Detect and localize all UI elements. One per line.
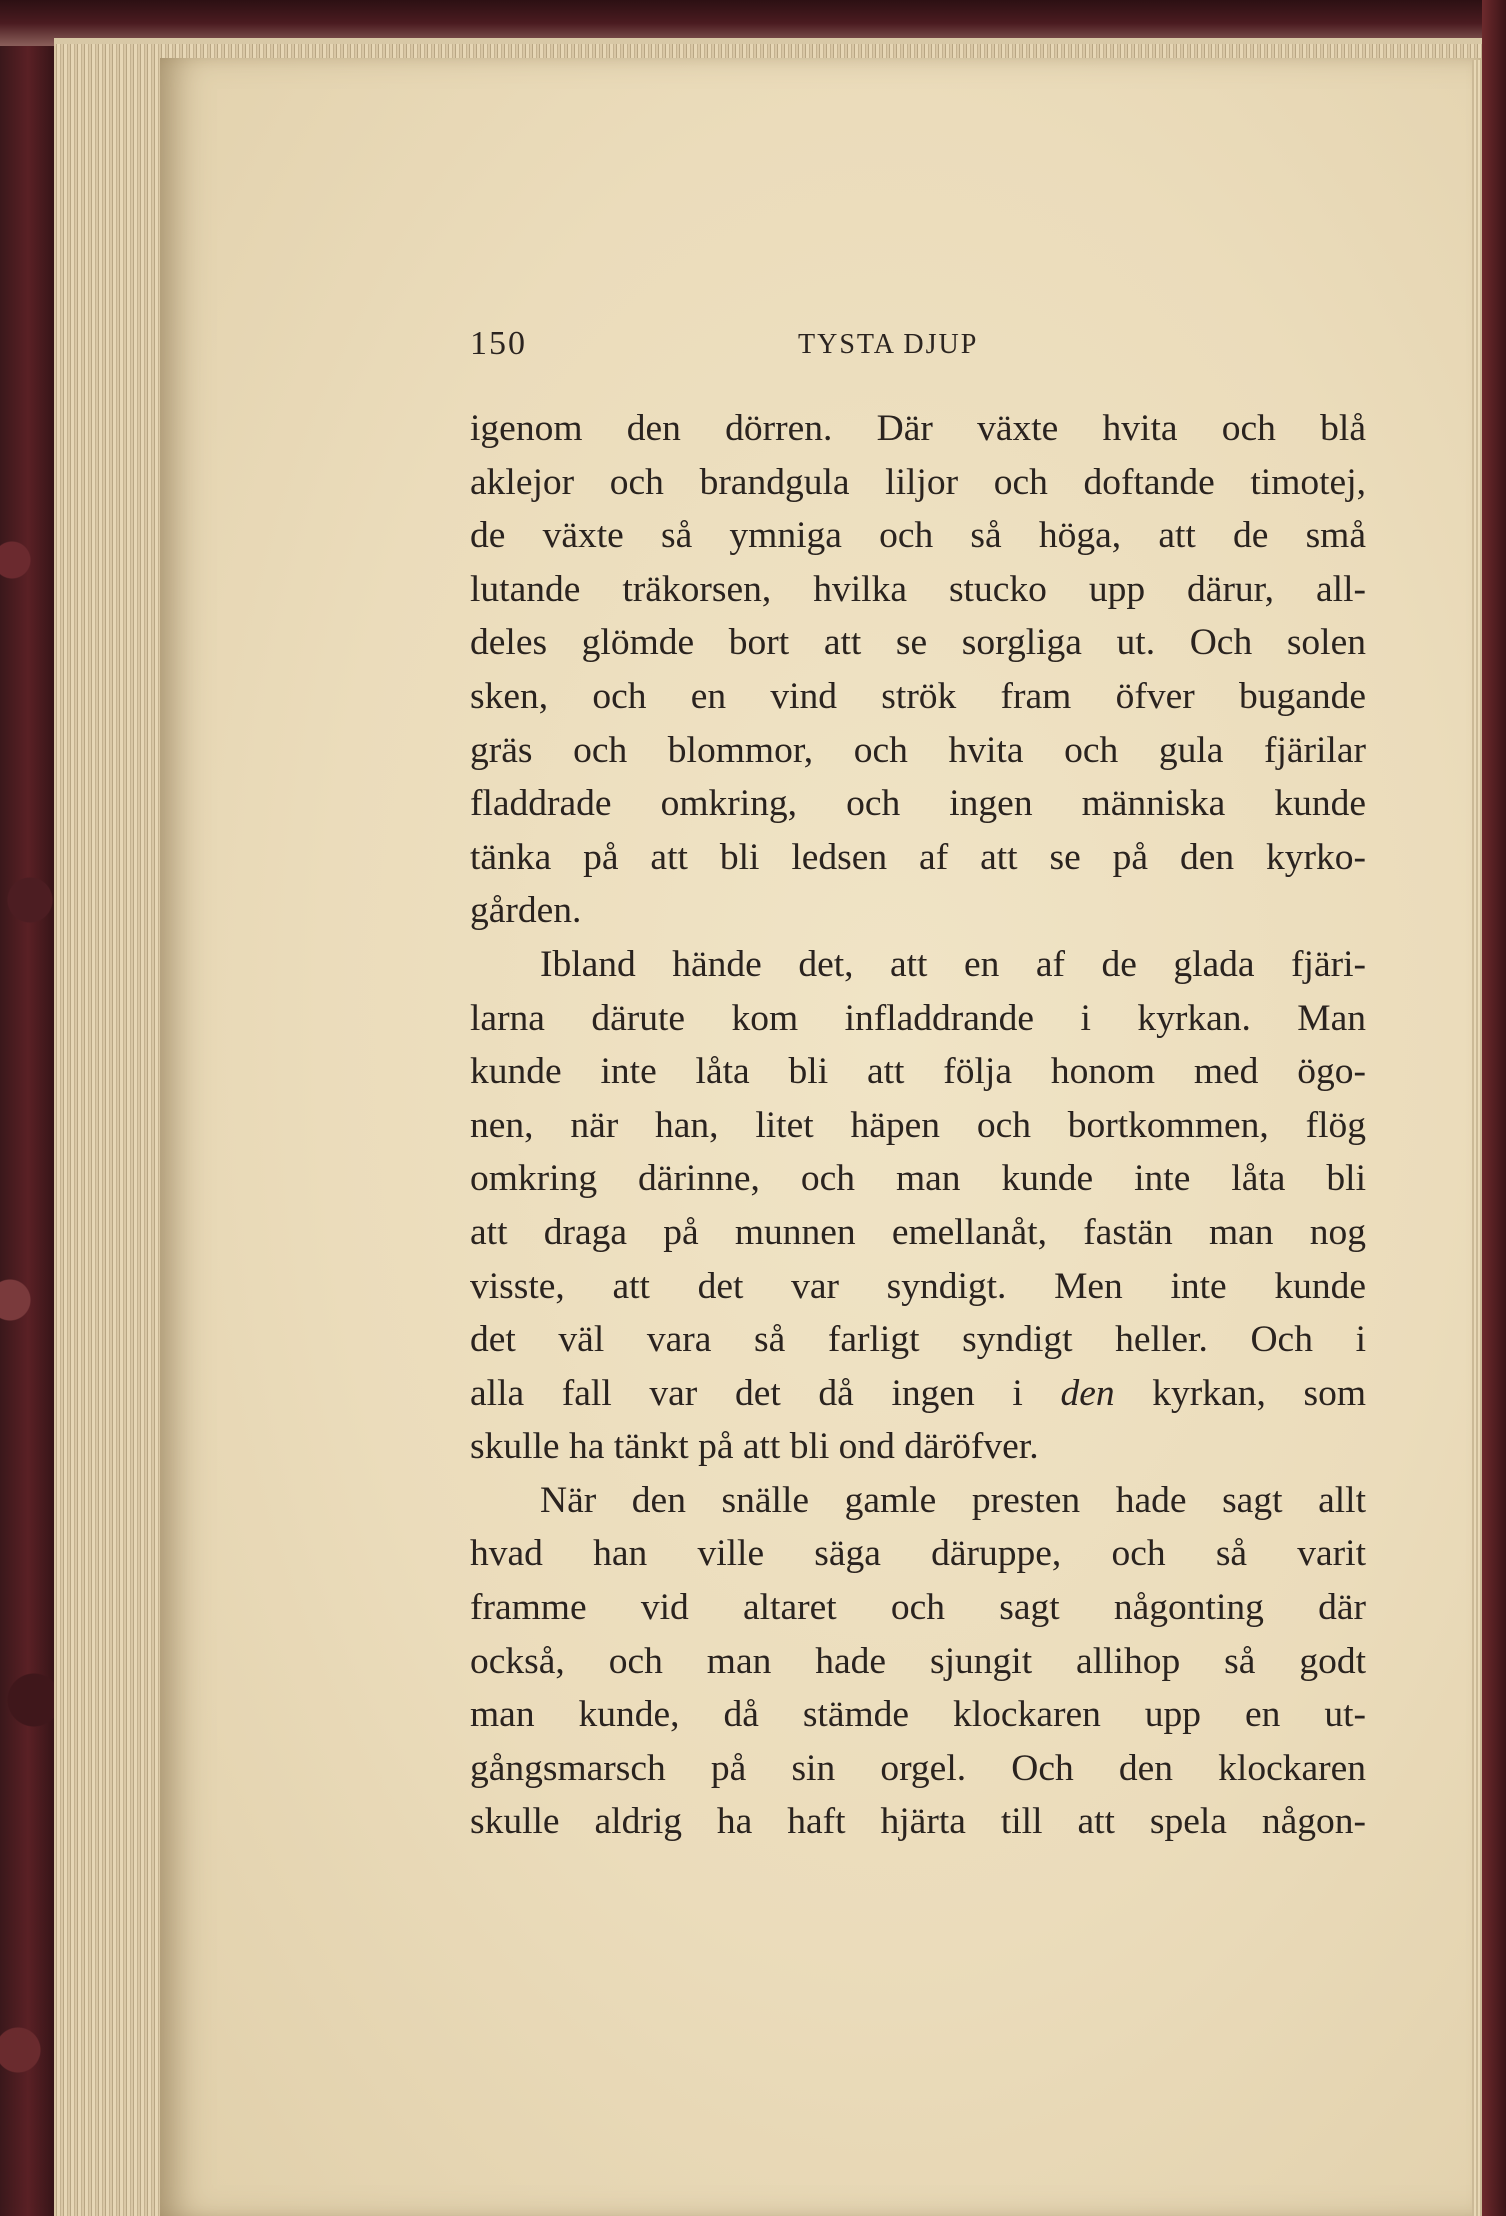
text-segment: kyrkan, som <box>1114 1372 1366 1414</box>
text-line: det väl vara så farligt syndigt heller. Och i <box>470 1319 1366 1361</box>
running-title: TYSTA DJUP <box>798 329 979 360</box>
text-line: gräs och blommor, och hvita och gula fjärilar <box>470 729 1366 771</box>
text-line: att draga på munnen emellanåt, fastän man nog <box>470 1211 1366 1253</box>
text-line: igenom den dörren. Där växte hvita och blå <box>470 408 1366 449</box>
page-number: 150 <box>470 325 527 362</box>
text-segment: alla fall var det då ingen i <box>470 1372 1061 1414</box>
text-line: visste, att det var syndigt. Men inte kunde <box>470 1265 1366 1307</box>
page-header <box>470 325 1470 375</box>
text-line: skulle aldrig ha haft hjärta till att spela någon- <box>470 1801 1366 1843</box>
italic-word: den <box>1060 1372 1115 1414</box>
text-line <box>470 1367 1366 1421</box>
text-line: nen, när han, litet häpen och bortkommen, flög <box>470 1104 1366 1146</box>
text-line: sken, och en vind strök fram öfver bugande <box>470 675 1366 717</box>
text-line: När den snälle gamle presten hade sagt allt <box>540 1479 1366 1521</box>
text-line: fladdrade omkring, och ingen människa kunde <box>470 783 1366 825</box>
body-text <box>470 402 1366 1849</box>
text-line: man kunde, då stämde klockaren upp en ut- <box>470 1694 1366 1736</box>
text-line: de växte så ymniga och så höga, att de små <box>470 515 1366 557</box>
text-line: Ibland hände det, att en af de glada fjäri- <box>540 943 1366 985</box>
text-line: lutande träkorsen, hvilka stucko upp därur, all- <box>470 568 1366 610</box>
text-line: omkring därinne, och man kunde inte låta bli <box>470 1158 1366 1200</box>
text-line: framme vid altaret och sagt någonting där <box>470 1587 1366 1629</box>
text-line: skulle ha tänkt på att bli ond däröfver. <box>470 1426 1039 1468</box>
text-line: larna därute kom infladdrande i kyrkan. Man <box>470 997 1366 1039</box>
text-line: också, och man hade sjungit allihop så godt <box>470 1640 1366 1682</box>
text-line: deles glömde bort att se sorgliga ut. Och solen <box>470 622 1366 664</box>
text-line: tänka på att bli ledsen af att se på den kyrko- <box>470 836 1366 878</box>
book-cover-right <box>1482 0 1506 2216</box>
text-line: hvad han ville säga däruppe, och så varit <box>470 1533 1366 1575</box>
text-line: kunde inte låta bli att följa honom med ögo- <box>470 1051 1366 1093</box>
text-line: gården. <box>470 890 582 932</box>
text-line: aklejor och brandgula liljor och doftande timotej, <box>470 461 1366 503</box>
text-line: gångsmarsch på sin orgel. Och den klockaren <box>470 1747 1366 1789</box>
